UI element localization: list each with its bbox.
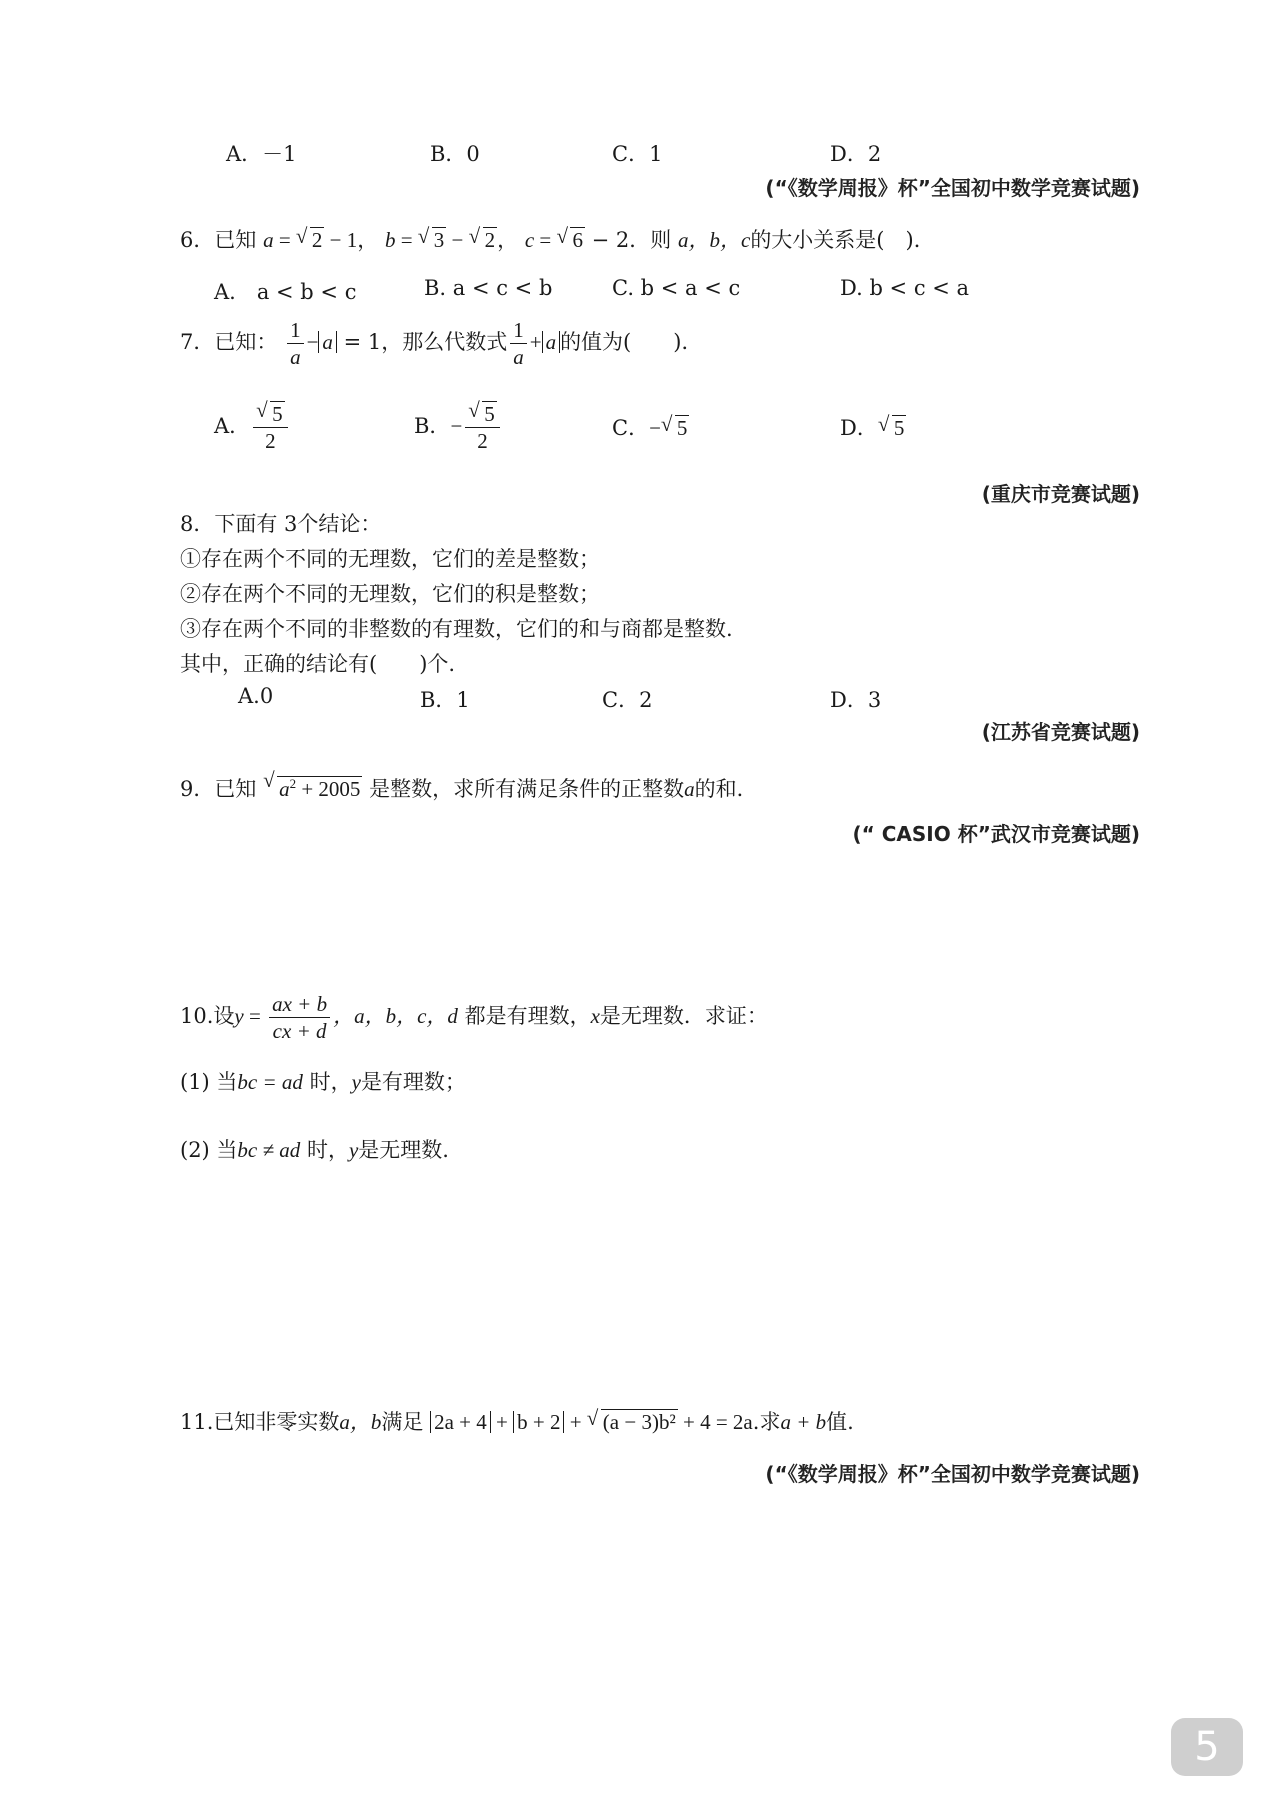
- q9-var: a: [684, 777, 695, 801]
- q9-radicand-exp: 2: [289, 776, 297, 791]
- q11-radicand: (a − 3)b²: [602, 1410, 676, 1434]
- q11-ask-end: 值.: [826, 1410, 854, 1434]
- q7-option-c-sign: −: [649, 416, 661, 440]
- q10-frac-num: ax + b: [269, 991, 330, 1018]
- q7-ask: 的值为( )．: [560, 330, 703, 354]
- q6-number: 6．已知: [180, 228, 257, 252]
- q7-option-a-radicand: 5: [272, 402, 283, 426]
- q7-option-d-radicand: 5: [893, 416, 905, 440]
- q6-vars: a，b，c: [677, 228, 751, 252]
- q7-option-b-sign: −: [450, 414, 463, 438]
- q7-option-a-den: 2: [265, 429, 276, 453]
- q8-option-a: A.0: [238, 684, 274, 708]
- q6-option-a: A. a < b < c: [214, 280, 357, 304]
- q7-abs-a: a: [318, 331, 337, 353]
- q10-part-2: [180, 1136, 449, 1164]
- q11-number: 11.已知非零实数: [180, 1410, 340, 1434]
- q7-plus: +: [529, 330, 542, 354]
- q7-option-a-label: A．: [214, 414, 251, 438]
- q10-eq: =: [243, 1004, 267, 1028]
- q7-frac2-den: a: [513, 345, 524, 369]
- q6-stem: [180, 226, 935, 254]
- q6-c-radicand: 6: [572, 228, 583, 252]
- q5-option-a: A．－1: [226, 142, 297, 166]
- q7-option-c-label: C．: [612, 416, 650, 440]
- q8-line-1: 8．下面有 3个结论：: [180, 512, 382, 536]
- q8-source: (江苏省竞赛试题): [981, 720, 1140, 744]
- q8-option-c: C．2: [602, 688, 653, 712]
- q7-option-c-radicand: 5: [676, 416, 688, 440]
- q10-part2-label: (2) 当: [180, 1138, 238, 1162]
- q10-part1-end: 是有理数；: [360, 1070, 466, 1094]
- q7-eq: = 1，那么代数式: [336, 330, 508, 354]
- q7-fraction-2: [510, 317, 527, 370]
- q6-b-radicand1: 3: [433, 228, 445, 252]
- q6-a-tail: − 1，: [324, 228, 379, 252]
- q7-option-d-label: D．: [840, 416, 878, 440]
- q6-a-radicand: 2: [311, 228, 323, 252]
- q8-line-2: ①存在两个不同的无理数，它们的差是整数；: [180, 547, 600, 571]
- q7-option-a: [214, 394, 291, 458]
- q6-a-var: a: [263, 228, 274, 252]
- q7-stem: [180, 312, 702, 372]
- q7-option-c-sqrt: √ 5: [660, 412, 688, 440]
- q10-y: y: [234, 1004, 244, 1028]
- q11-cond: 满足: [381, 1410, 424, 1434]
- q5-option-d: D．2: [830, 142, 882, 166]
- q7-option-a-fraction: √ 5 2: [253, 401, 288, 454]
- q9-radicand-base: a: [279, 777, 290, 801]
- q6-a-sqrt: √ 2: [295, 224, 323, 252]
- q9-number: 9．已知: [180, 777, 257, 801]
- q6-b-radicand2: 2: [484, 228, 496, 252]
- q7-option-d: [840, 412, 906, 442]
- q6-c-eq: =: [534, 228, 557, 252]
- q8-option-d: D．3: [830, 688, 882, 712]
- q8-line-4: ③存在两个不同的非整数的有理数，它们的和与商都是整数.: [180, 617, 733, 641]
- q8-line-3: ②存在两个不同的无理数，它们的积是整数；: [180, 582, 600, 606]
- q9-sqrt: √ $a^2 + 2005$: [263, 768, 361, 801]
- q11-stem: [180, 1408, 854, 1436]
- q6-c-tail: − 2．则: [584, 228, 672, 252]
- q9-stem: [180, 770, 758, 803]
- q11-plus-1: +: [490, 1410, 514, 1434]
- q6-a-eq: =: [273, 228, 296, 252]
- q6-b-sqrt2: √ 2: [468, 224, 496, 252]
- q6-option-d: D. b < c < a: [840, 276, 970, 300]
- q7-minus: −: [306, 330, 319, 354]
- q11-abs-2: b + 2: [513, 1411, 564, 1433]
- q10-part-1: [180, 1068, 466, 1096]
- q10-stem: [180, 984, 768, 1048]
- q11-plus-2: +: [564, 1410, 587, 1434]
- q11-sqrt: √ (a − 3)b²: [586, 1406, 676, 1434]
- q10-x: x: [590, 1004, 600, 1028]
- q11-expr: a + b: [780, 1410, 827, 1434]
- q5-source: (“《数学周报》杯”全国初中数学竞赛试题): [765, 176, 1140, 200]
- q7-option-b-label: B．: [414, 414, 451, 438]
- q7-option-b-radicand: 5: [484, 402, 495, 426]
- q10-part2-mid: 时，: [300, 1138, 349, 1162]
- q8-option-b: B．1: [420, 688, 470, 712]
- q9-ask-pre: 是整数，求所有满足条件的正整数: [369, 777, 685, 801]
- q10-part1-label: (1) 当: [180, 1070, 238, 1094]
- q6-b-minus: −: [446, 228, 469, 252]
- q6-c-sqrt: √ 6: [556, 224, 583, 252]
- q9-ask-post: 的和．: [694, 777, 758, 801]
- q6-c-var: c: [524, 228, 535, 252]
- q6-ask: 的大小关系是( )．: [750, 228, 935, 252]
- q6-b-sqrt1: √ 3: [417, 224, 445, 252]
- q7-option-b-den: 2: [477, 429, 488, 453]
- q7-abs-a2: a: [542, 331, 561, 353]
- q6-option-b: B. a < c < b: [424, 276, 553, 300]
- q9-radicand-rest: + 2005: [296, 777, 361, 801]
- q7-fraction-1: [287, 317, 304, 370]
- q6-b-var: b: [384, 228, 396, 252]
- q7-option-b: [414, 394, 503, 458]
- q10-fraction: [269, 991, 330, 1044]
- q7-number: 7．已知：: [180, 330, 278, 354]
- q10-vars: ，a，b，c，d: [333, 1004, 458, 1028]
- q11-ask: .求: [752, 1410, 781, 1434]
- q9-source: (“ CASIO 杯”武汉市竞赛试题): [852, 822, 1140, 846]
- q6-b-eq: =: [395, 228, 418, 252]
- q8-line-5: 其中，正确的结论有( )个.: [180, 652, 456, 676]
- q7-option-d-sqrt: √ 5: [877, 412, 905, 440]
- q11-abs-1: 2a + 4: [430, 1411, 491, 1433]
- q10-part1-mid: 时，: [302, 1070, 352, 1094]
- q10-text1: 都是有理数，: [464, 1004, 591, 1028]
- q10-part2-end: 是无理数.: [358, 1138, 449, 1162]
- q6-option-c: C. b < a < c: [612, 276, 741, 300]
- q10-text2: 是无理数．求证：: [599, 1004, 768, 1028]
- q7-option-b-fraction: √ 5 2: [465, 401, 500, 454]
- q6-b-comma: ，: [497, 228, 519, 252]
- q5-option-c: C．1: [612, 142, 663, 166]
- q7-frac2-num: 1: [510, 317, 527, 344]
- q7-source: (重庆市竞赛试题): [981, 482, 1140, 506]
- q10-frac-den: cx + d: [272, 1019, 327, 1043]
- q10-part2-y: y: [348, 1138, 359, 1162]
- q7-option-c: [612, 412, 689, 442]
- q10-part2-cond: bc ≠ ad: [237, 1138, 301, 1162]
- q11-rest: + 4 = 2a: [677, 1410, 753, 1434]
- q7-frac1-den: a: [290, 345, 301, 369]
- q10-part1-cond: bc = ad: [237, 1070, 303, 1094]
- q10-number: 10.设: [180, 1004, 235, 1028]
- page-number-badge: 5: [1171, 1718, 1243, 1776]
- q10-part1-y: y: [351, 1070, 361, 1094]
- q7-frac1-num: 1: [287, 317, 304, 344]
- q5-option-b: B．0: [430, 142, 480, 166]
- q11-source: (“《数学周报》杯”全国初中数学竞赛试题): [765, 1462, 1140, 1486]
- q11-vars: a，b: [339, 1410, 382, 1434]
